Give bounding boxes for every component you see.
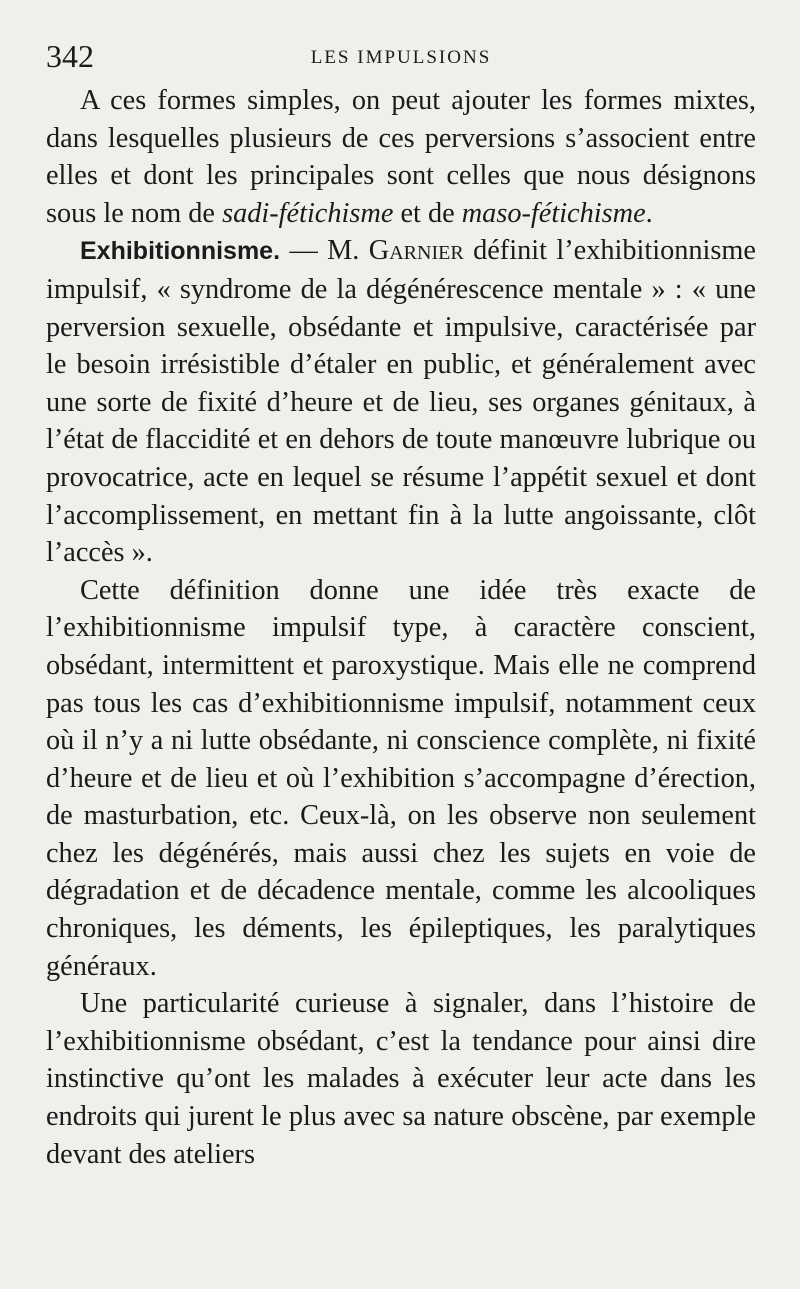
italic-term-maso-fetichisme: maso-fétichisme: [461, 197, 646, 229]
paragraph-definition-commentary: [46, 572, 756, 986]
page-number: 342: [46, 38, 94, 74]
text-run: A ces formes simples, on peut ajouter les formes mixtes, dans lesquelles plusieurs de ces perversions s’associent entre elles et dont les principales sont celles que nous désignons sous le nom de: [46, 85, 756, 229]
running-title: LES IMPULSIONS: [310, 47, 492, 68]
text-run: Cette définition donne une idée très exacte de l’exhibitionnisme impulsif type, à caractère conscient, obsédant, intermittent et paroxystique. Mais elle ne comprend pas tous les cas d’exhibitionnisme impulsif, notamment ceux où il n’y a ni lutte obsédante, ni conscience complète, ni fixité d’heure et de lieu et où l’exhibition s’accompagne d’érection, de masturbation, etc. Ceux-là, on les observe non seulement chez les dégénérés, mais aussi chez les sujets en voie de dégradation et de décadence mentale, comme les alcooliques chroniques, les déments, les épileptiques, les paralytiques généraux.: [46, 574, 756, 982]
text-run: .: [645, 197, 653, 229]
text-run: — M.: [280, 235, 369, 267]
author-name-garnier: Garnier: [368, 235, 464, 267]
text-run: définit l’exhibitionnisme impulsif, « syndrome de la dégénérescence mentale » : « une perversion sexuelle, obsédante et impulsive, caractérisée par le besoin irrésistible d’étaler en public, et généralement avec une sorte de fixité d’heure et de lieu, ses organes génitaux, à l’état de flaccidité et en dehors de toute manœuvre lubrique ou provocatrice, acte en lequel se résume l’appétit sexuel et dont l’accomplissement, en mettant fin à la lutte angoissante, clôt l’accès ».: [46, 235, 756, 569]
running-header: [46, 36, 756, 82]
text-run: Une particularité curieuse à signaler, dans l’histoire de l’exhibitionnisme obsédant, c’est la tendance pour ainsi dire instinctive qu’ont les malades à exécuter leur acte dans les endroits qui jurent le plus avec sa nature obscène, par exemple devant des ateliers: [46, 988, 756, 1170]
section-heading-exhibitionnisme: Exhibitionnisme.: [80, 237, 281, 266]
italic-term-sadi-fetichisme: sadi-fétichisme: [222, 197, 394, 229]
paragraph-exhibitionnisme-definition: [46, 232, 756, 571]
body-text: [46, 82, 756, 1173]
paragraph-particularite: [46, 985, 756, 1173]
text-run: et de: [393, 197, 462, 229]
paragraph-mixed-forms: [46, 82, 756, 232]
